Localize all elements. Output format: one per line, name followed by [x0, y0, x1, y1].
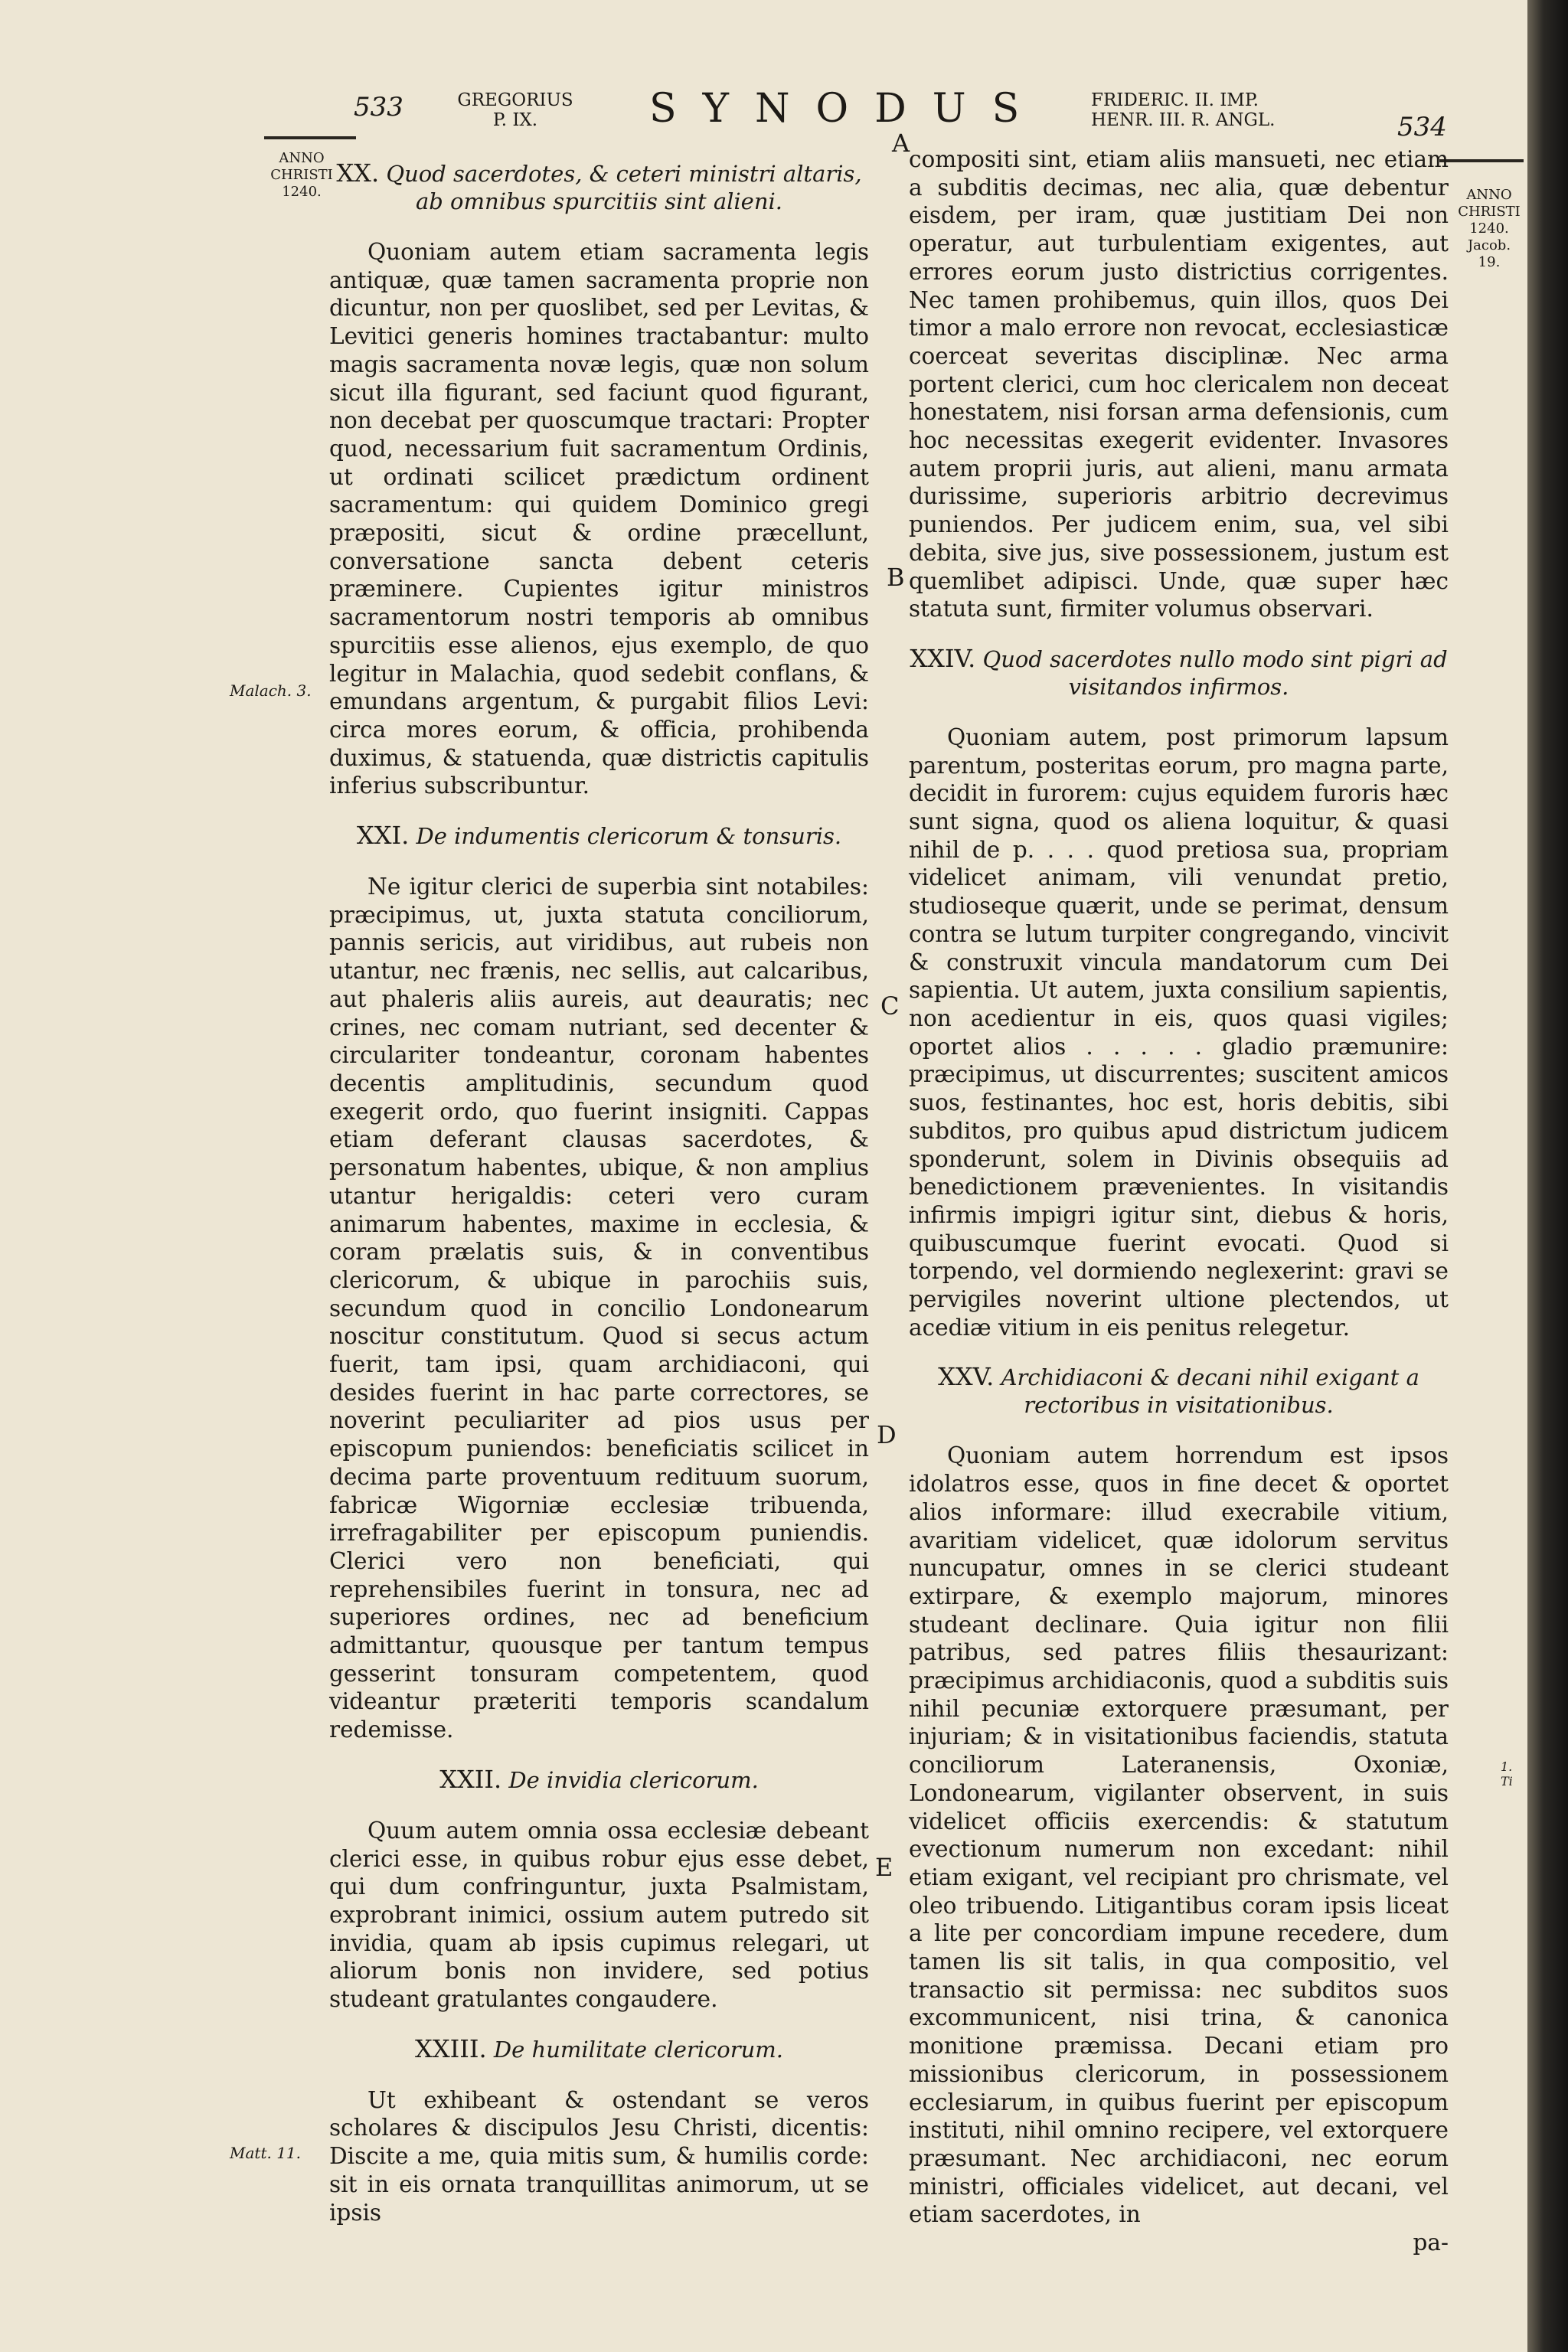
- chapter-title: Archidiaconi & decani nihil exigant a rectoribus in visitationibus.: [1001, 1364, 1419, 1419]
- chapter-text-xx: Quoniam autem etiam sacramenta legis antiquæ, quæ tamen sacramenta proprie non dicuntur, non per quoslibet, sed per Levitas, & Levitici generis homines tractabantur: multo magis sacramenta novæ legis, quæ non solum sicut illa figurant, sed faciunt quod figurant, non decebat per quoscumque tractari: Propter quod, necessarium fuit sacramentum Ordinis, ut ordinati scilicet prædictum ordinent sacramentum: qui quidem Dominico gregi præpositi, sicut & ordine præcellunt, conversatione sancta debent ceteris præminere. Cupientes igitur ministros sacramentorum nostri temporis ab omnibus spurcitiis esse alienos, ejus exemplo, de quo legitur in Malachia, quod sedebit conflans, & emundans argentum, & purgabit filios Levi: circa mores eorum, & officia, prohibenda duximus, & statuenda, quæ districtis capitulis inferius subscribuntur.: [329, 239, 869, 799]
- left-page-number: 533: [354, 92, 403, 122]
- section-marker-c: C: [880, 991, 900, 1021]
- chapter-title: De indumentis clericorum & tonsuris.: [416, 823, 842, 850]
- chapter-heading-xxi: [329, 822, 869, 850]
- margin-year-left: ANNO CHRISTI 1240.: [270, 150, 333, 200]
- catchword: pa-: [1413, 2230, 1449, 2256]
- chapter-title: Quod sacerdotes nullo modo sint pigri ad visitandos infirmos.: [982, 645, 1448, 700]
- chapter-number: XXIV.: [910, 643, 976, 673]
- chapter-number: XXV.: [938, 1362, 995, 1392]
- left-running-head: GREGORIUS P. IX.: [457, 90, 573, 130]
- chapter-text-xxi: Ne igitur clerici de superbia sint notabiles: præcipimus, ut, juxta statuta conciliorum, pannis sericis, aut viridibus, aut rubeis non utantur, nec frænis, nec sellis, aut calcaribus, aut phaleris aliis aureis, aut deauratis; nec crines, nec comam nutriant, sed decenter & circulariter tondeantur, coronam habentes decentis amplitudinis, secundum quod exegerit ordo, quo fuerint insigniti. Cappas etiam deferant clausas sacerdotes, & personatum habentes, ubique, & non amplius utantur herigaldis: ceteri vero curam animarum habentes, maxime in ecclesia, & coram prælatis suis, & in conventibus clericorum, & ubique in parochiis suis, secundum quod in concilio Londonearum noscitur constitutum. Quod si secus actum fuerit, tam ipsi, quam archidiaconi, qui desides fuerint in hac parte correctores, se noverint peculiariter ad pios usus per episcopum puniendos: beneficiatis scilicet in decima parte proventuum redituum suorum, fabricæ Wigorniæ ecclesiæ tribuenda, irrefragabiliter per episcopum puniendis. Clerici vero non beneficiati, qui reprehensibiles fuerint in tonsura, nec ad superiores ordines, nec ad beneficium admittantur, quousque per tantum tempus gesserint tonsuram competentem, quod videantur præteriti temporis scandalum redemisse.: [329, 874, 869, 1743]
- chapter-number: XXIII.: [415, 2034, 487, 2063]
- chapter-text-xxv: Quoniam autem horrendum est ipsos idolatros esse, quos in fine decet & oportet alios informare: illud execrabile vitium, avaritiam videlicet, quæ idolorum servitus nuncupatur, omnes in se clerici studeant extirpare, & exemplo majorum, minores studeant declinare. Quia igitur non filii patribus, sed patres filiis thesaurizant: præcipimus archidiaconis, quod a subditis suis nihil pecuniæ extorquere præsumant, per injuriam; & in visitationibus faciendis, statuta conciliorum Lateranensis, Oxoniæ, Londonearum, vigilanter observent, in suis videlicet officiis exercendis: & statutum evectionum numerum non excedant: nihil etiam exigant, vel recipiant pro chrismate, vel oleo tribuendo. Litigantibus coram ipsis liceat a lite per concordiam impune recedere, dum tamen lis sit talis, in qua compositio, vel transactio sit permissa: nec subditos suos excommunicent, nisi trina, & canonica monitione præmissa. Decani etiam pro missionibus clericorum, in possessionem ecclesiarum, in quibus fuerint per episcopum instituti, nihil omnino recipere, vel extorquere præsumant. Nec archidiaconi, nec eorum ministri, officiales videlicet, aut decani, vel etiam sacerdotes, in: [909, 1442, 1449, 2228]
- chapter-heading-xxiv: [909, 645, 1449, 701]
- margin-ref-malachi: Malach. 3.: [230, 681, 312, 700]
- right-column: [909, 145, 1449, 2257]
- page-edge-shadow: [1527, 0, 1568, 2352]
- margin-edge-note-2: 1. Ti: [1501, 1759, 1513, 1788]
- chapter-title: De invidia clericorum.: [508, 1766, 759, 1793]
- section-marker-d: D: [877, 1420, 897, 1449]
- chapter-number: XXII.: [439, 1764, 502, 1794]
- chapter-title: De humilitate clericorum.: [493, 2036, 783, 2063]
- section-marker-a: A: [892, 129, 910, 158]
- chapter-text-xxiv: Quoniam autem, post primorum lapsum parentum, posteritas eorum, pro magna parte, decidit in furorem: cujus equidem furoris hæc sunt signa, quod os aliena loquitur, & quasi nihil de p. . . . quod pretiosa sua, propriam videlicet animam, vili venundat pretio, studioseque quærit, unde se perimat, densum contra se lutum turpiter congregando, vincivit & construxit vincula mandatorum cum Dei sapientia. Ut autem, juxta consilium sapientis, non acedientur in eis, quos quasi vigiles; oportet alios . . . . . gladio præmunire: præcipimus, ut discurrentes; suscitent amicos suos, festinantes, hoc est, horis debitis, sibi subditos, pro quibus apud districtum judicem sponderunt, solem in Divinis obsequiis ad benedictionem prævenientes. In visitandis infirmis impigri igitur sint, diebus & horis, quibuscumque fuerint evocati. Quod si torpendo, vel dormiendo neglexerint: gravi se pervigiles noverint ultione plectendos, ut acediæ vitium in eis penitus relegetur.: [909, 724, 1449, 1341]
- section-marker-b: B: [887, 563, 905, 592]
- chapter-text-xxii: Quum autem omnia ossa ecclesiæ debeant clerici esse, in quibus robur ejus esse debet, qui dum confringuntur, juxta Psalmistam, exprobrant inimici, ossium autem putredo sit invidia, quam ab ipsis cupimus relegari, ut aliorum bonis non invidere, sed potius studeant gratulantes congaudere.: [329, 1817, 869, 2013]
- chapter-title: Quod sacerdotes, & ceteri ministri altaris, ab omnibus spurcitiis sint alieni.: [386, 161, 862, 214]
- chapter-heading-xxiii: [329, 2035, 869, 2063]
- section-marker-e: E: [875, 1853, 893, 1882]
- chapter-heading-xxii: [329, 1766, 869, 1794]
- chapter-text-continued: compositi sint, etiam aliis mansueti, nec etiam a subditis decimas, nec alia, quæ debentur eisdem, per iram, quæ justitiam Dei non operatur, aut turbulentiam exigentes, aut errores eorum justo districtius corrigentes. Nec tamen prohibemus, quin illos, quos Dei timor a malo errore non revocat, ecclesiasticæ coerceat severitas disciplinæ. Nec arma portent clerici, cum hoc clericalem non deceat honestatem, nisi forsan arma defensionis, cum hoc necessitas exegerit evidenter. Invasores autem proprii juris, aut alieni, manu armata durissime, superioris arbitrio decrevimus puniendos. Per judicem enim, sua, vel sibi debita, sive jus, sive possessionem, justum est quemlibet adipisci. Unde, quæ super hæc statuta sunt, firmiter volumus observari.: [909, 146, 1449, 622]
- right-running-head: FRIDERIC. II. IMP. HENR. III. R. ANGL.: [1091, 90, 1276, 130]
- margin-year-right: ANNO CHRISTI 1240. Jacob. 19.: [1458, 187, 1521, 270]
- chapter-heading-xxv: [909, 1363, 1449, 1419]
- margin-ref-matthew: Matt. 11.: [230, 2144, 301, 2162]
- page-title: SYNODUS: [649, 86, 1046, 132]
- header-rule-left: [264, 136, 356, 139]
- chapter-number: XX.: [336, 158, 380, 188]
- chapter-heading-xx: [329, 159, 869, 215]
- left-column: [329, 145, 869, 2226]
- header-rule-right: [1439, 159, 1524, 162]
- chapter-text-xxiii: Ut exhibeant & ostendant se veros scholares & discipulos Jesu Christi, dicentis: Discite a me, quia mitis sum, & humilis corde: sit in eis ornata tranquillitas animorum, ut se ipsis: [329, 2086, 869, 2226]
- right-page-number: 534: [1397, 112, 1447, 142]
- chapter-number: XXI.: [356, 821, 410, 851]
- running-header: [0, 84, 1527, 145]
